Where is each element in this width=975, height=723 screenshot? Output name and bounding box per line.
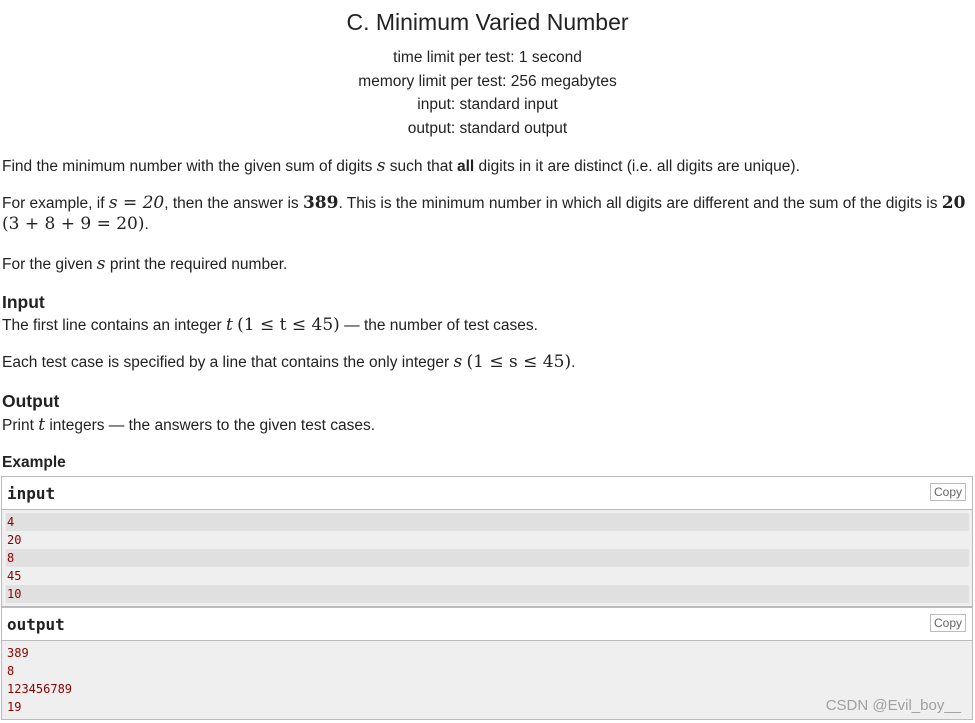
copy-input-button[interactable]: Copy xyxy=(930,483,966,501)
time-limit: time limit per test: 1 second xyxy=(393,49,582,66)
input-file: input: standard input xyxy=(417,96,558,113)
copy-output-button[interactable]: Copy xyxy=(930,614,966,632)
example-input-label: input xyxy=(7,484,56,503)
example-output-label: output xyxy=(7,615,65,634)
output-heading: Output xyxy=(2,391,60,411)
problem-header xyxy=(0,0,975,140)
example-output-header xyxy=(2,608,972,641)
input-line: 8 xyxy=(6,549,969,567)
input-line: 4 xyxy=(6,513,969,531)
example-heading: Example xyxy=(2,454,66,471)
output-line: 123456789 xyxy=(7,682,73,696)
input-line: 20 xyxy=(7,533,22,547)
output-line: 19 xyxy=(7,700,22,714)
csdn-watermark: CSDN @Evil_boy__ xyxy=(825,697,961,714)
input-line: 45 xyxy=(7,569,22,583)
statement-paragraph-1: Find the minimum number with the given sum of digits s such that all digits in it are distinct (i.e. all digits are unique). xyxy=(2,156,800,176)
problem-limits xyxy=(0,46,975,140)
input-line: 10 xyxy=(6,585,969,603)
problem-title: C. Minimum Varied Number xyxy=(346,9,629,35)
statement-paragraph-2: For example, if s = 20, then the answer is 389. This is the minimum number in which all digits are different and the sum of the digits is 20 (3 + 8 + 9 = 20). xyxy=(2,193,966,234)
output-paragraph-1: Print t integers — the answers to the given test cases. xyxy=(2,415,376,435)
statement-paragraph-3: For the given s print the required number. xyxy=(2,254,288,274)
output-file: output: standard output xyxy=(407,119,568,137)
memory-limit: memory limit per test: 256 megabytes xyxy=(358,72,617,90)
input-heading: Input xyxy=(2,292,45,312)
input-paragraph-1: The first line contains an integer t (1 ≤ t ≤ 45) — the number of test cases. xyxy=(2,315,538,335)
input-paragraph-2: Each test case is specified by a line that contains the only integer s (1 ≤ s ≤ 45). xyxy=(2,352,576,372)
example-input-box xyxy=(1,476,973,607)
example-input-header xyxy=(2,477,972,510)
example-input-content[interactable] xyxy=(2,510,972,606)
output-line: 389 xyxy=(7,646,29,660)
output-line: 8 xyxy=(7,664,15,678)
